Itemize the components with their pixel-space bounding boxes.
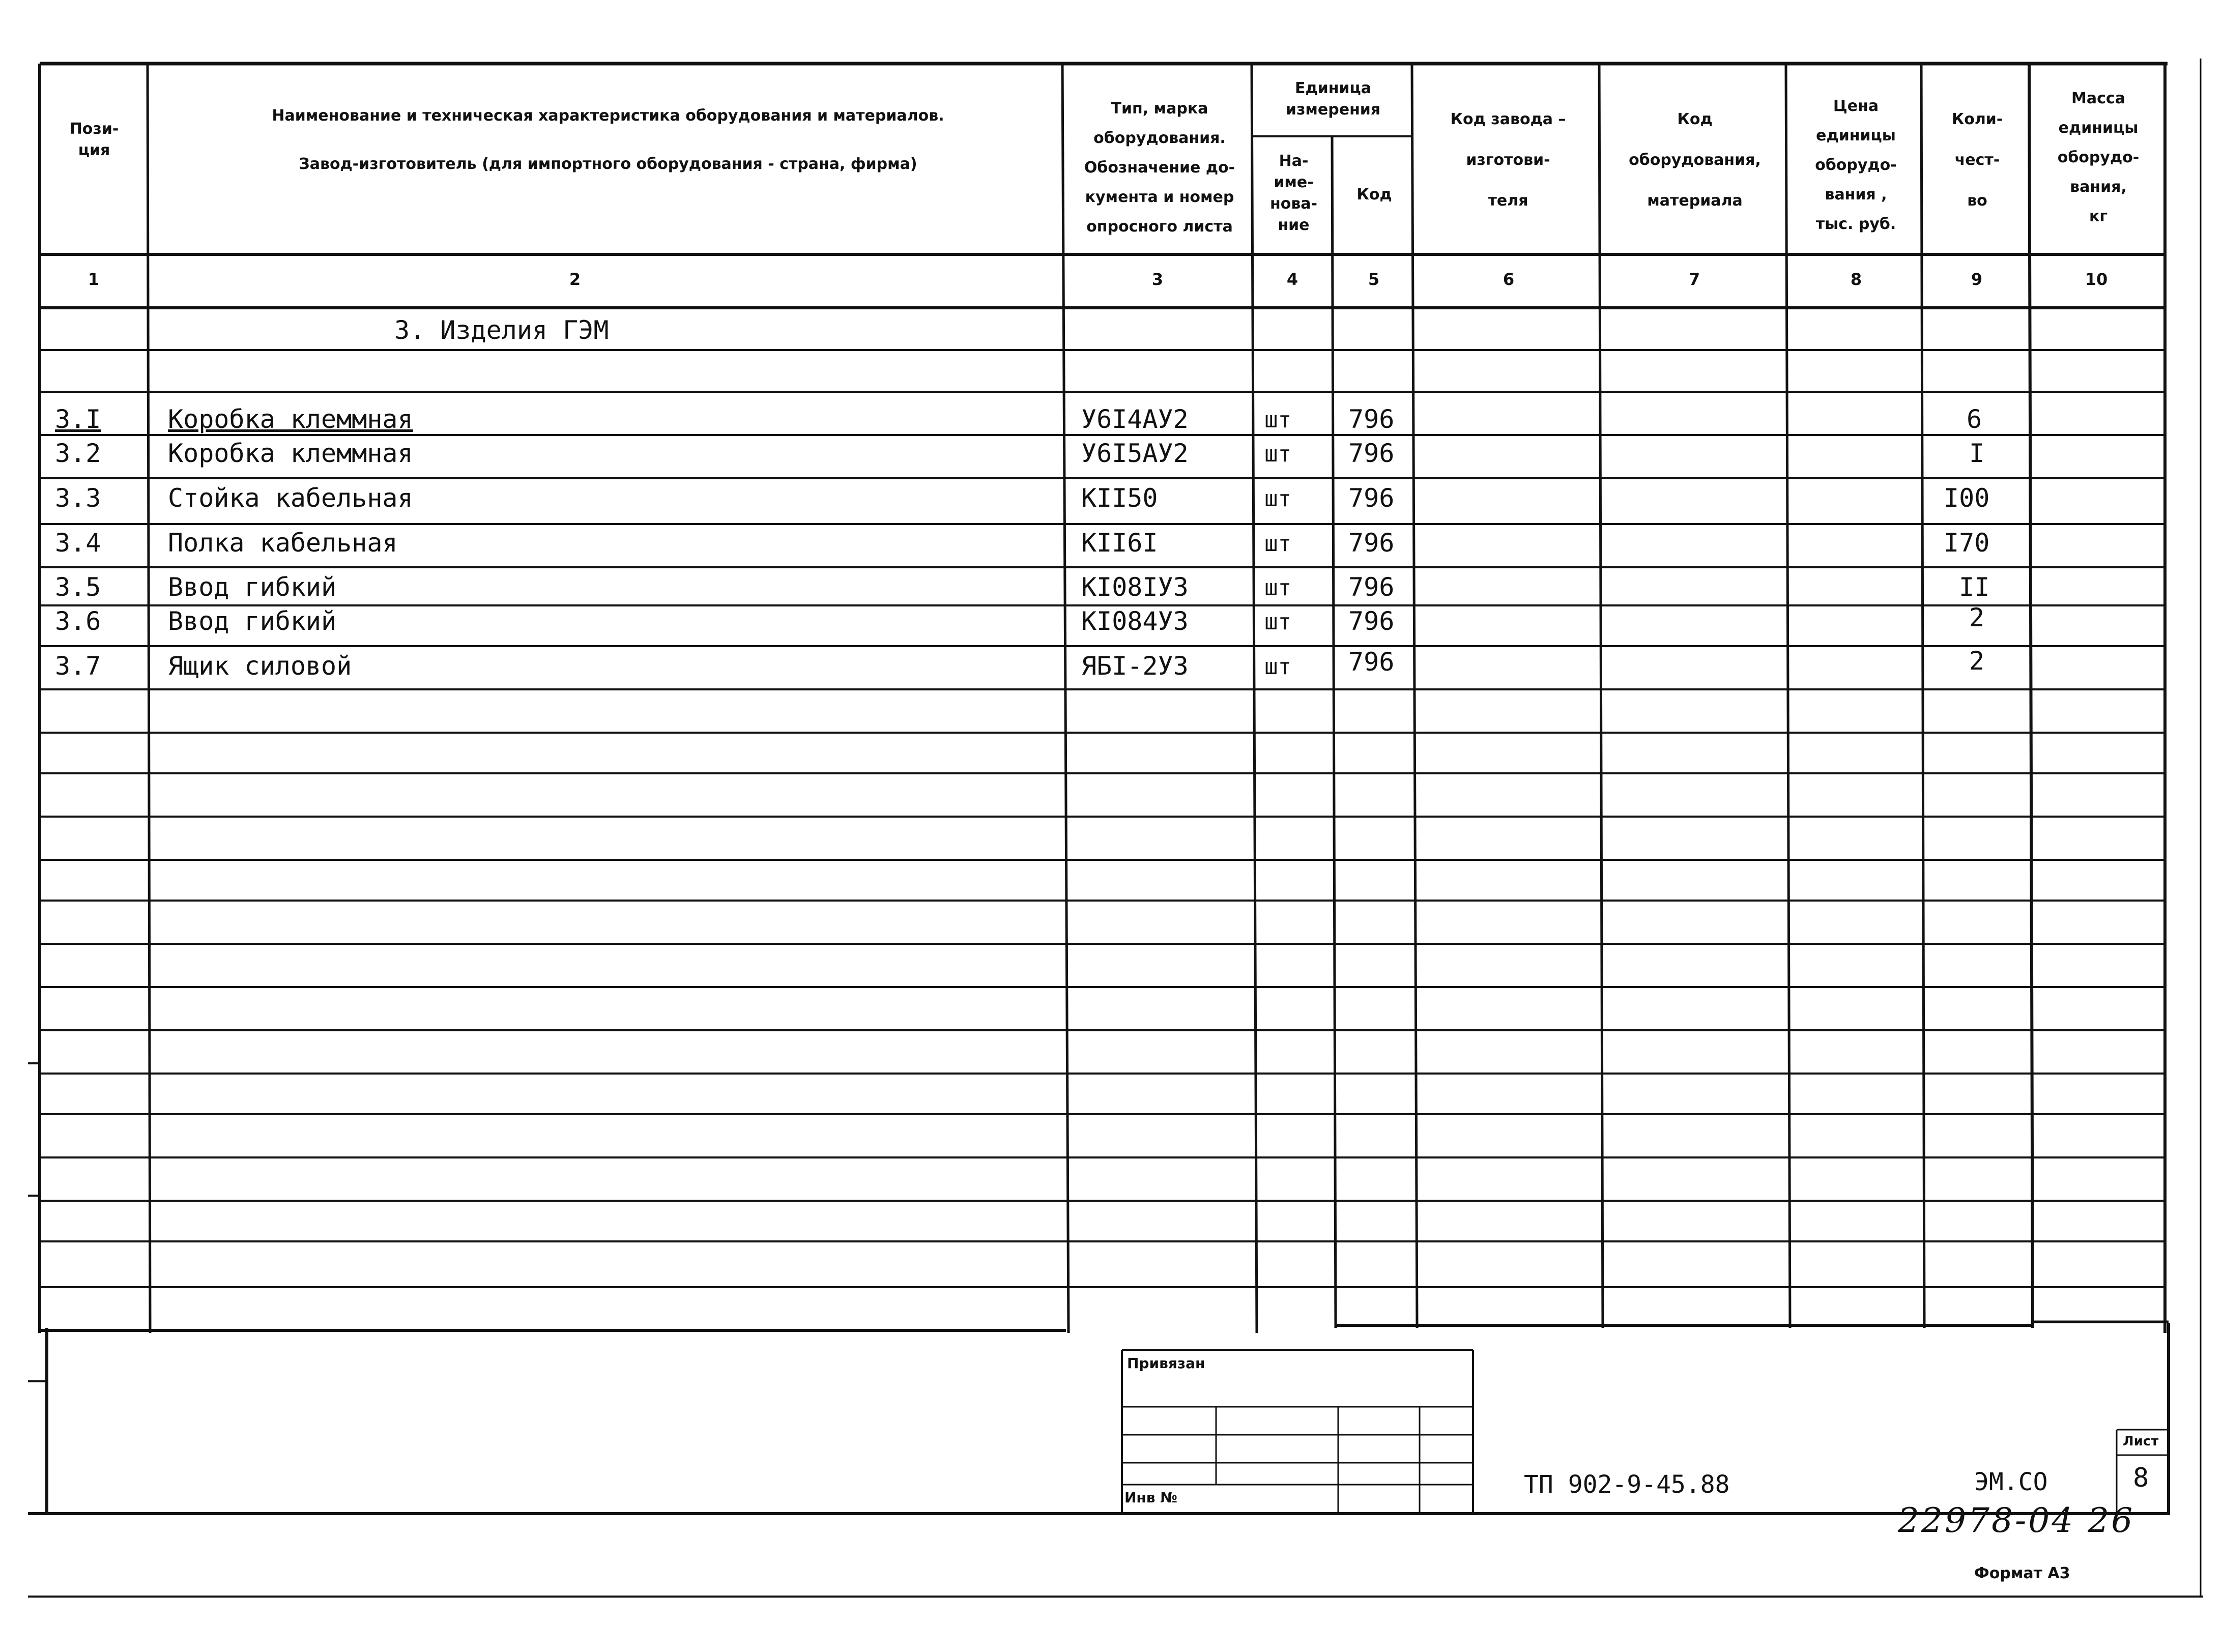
item-position: 3.6 xyxy=(55,606,101,636)
header-price: Цена единицы оборудо- вания , тыс. руб. xyxy=(1815,97,1897,233)
item-name: Ящик силовой xyxy=(168,651,352,681)
item-name: Ввод гибкий xyxy=(168,572,337,602)
header-unit-code: Код xyxy=(1356,185,1392,204)
item-position: 3.I xyxy=(55,404,101,434)
header-position: Пози- ция xyxy=(69,120,119,159)
item-position: 3.7 xyxy=(55,651,101,681)
item-name: Коробка клеммная xyxy=(168,439,413,468)
item-type: КI08IУ3 xyxy=(1081,572,1189,602)
stamp-inventory-number: Инв № xyxy=(1124,1489,1177,1506)
item-type: КII6I xyxy=(1081,528,1158,558)
item-position: 3.2 xyxy=(55,439,101,468)
column-number: 9 xyxy=(1971,270,1983,289)
column-number: 7 xyxy=(1688,270,1700,289)
item-name: Стойка кабельная xyxy=(168,483,413,513)
document-code: ТП 902-9-45.88 xyxy=(1524,1470,1730,1499)
header-unit-name: На- име- нова- ние xyxy=(1269,152,1318,234)
column-number: 8 xyxy=(1850,270,1862,289)
item-type: ЯБI-2У3 xyxy=(1081,651,1189,681)
column-number: 1 xyxy=(88,270,100,289)
item-quantity: 2 xyxy=(1969,603,1985,632)
item-unit-code: 796 xyxy=(1348,606,1395,636)
column-number: 3 xyxy=(1151,270,1164,289)
header-equipment-code: Код оборудования, материала xyxy=(1629,110,1761,210)
column-number: 2 xyxy=(569,270,581,289)
item-unit: шт xyxy=(1264,531,1291,557)
item-unit-code: 796 xyxy=(1348,572,1395,602)
header-name: Наименование и техническая характеристика оборудования и материалов. Завод-изготовитель (для импортного оборудования - страна, фирма) xyxy=(272,107,944,173)
item-unit: шт xyxy=(1264,654,1291,680)
item-type: У6I5АУ2 xyxy=(1081,439,1189,468)
column-number: 5 xyxy=(1368,270,1380,289)
header-mass: Масса единицы оборудо- вания, кг xyxy=(2057,90,2140,225)
item-unit-code: 796 xyxy=(1348,483,1395,513)
item-quantity: I00 xyxy=(1944,483,1990,513)
item-position: 3.4 xyxy=(55,528,101,558)
item-quantity: I xyxy=(1969,439,1985,468)
item-unit-code: 796 xyxy=(1348,439,1395,468)
item-quantity: 6 xyxy=(1967,404,1982,434)
item-position: 3.3 xyxy=(55,483,101,513)
item-type: У6I4АУ2 xyxy=(1081,404,1189,434)
sheet-number: 8 xyxy=(2133,1463,2149,1493)
item-unit-code: 796 xyxy=(1348,528,1395,558)
item-unit: шт xyxy=(1264,441,1291,467)
handwritten-inventory-number: 22978-04 26 xyxy=(1898,1501,2135,1540)
item-name: Ввод гибкий xyxy=(168,606,337,636)
header-type: Тип, марка оборудования. Обозначение до- кумента и номер опросного листа xyxy=(1084,100,1235,236)
item-quantity: II xyxy=(1959,572,1990,602)
section-title: 3. Изделия ГЭМ xyxy=(394,315,609,345)
item-quantity: I70 xyxy=(1944,528,1990,558)
column-number: 6 xyxy=(1503,270,1515,289)
item-unit-code: 796 xyxy=(1348,404,1395,434)
item-name: Коробка клеммная xyxy=(168,404,413,434)
column-number: 10 xyxy=(2085,270,2108,289)
header-unit: Единица измерения xyxy=(1285,79,1381,119)
header-factory-code: Код завода – изготови- теля xyxy=(1450,110,1566,210)
sheet-code: ЭМ.СО xyxy=(1974,1468,2048,1496)
item-unit: шт xyxy=(1264,486,1291,512)
item-unit-code: 796 xyxy=(1348,647,1395,677)
column-number: 4 xyxy=(1286,270,1298,289)
item-name: Полка кабельная xyxy=(168,528,398,558)
format-label: Формат А3 xyxy=(1974,1564,2070,1582)
item-unit: шт xyxy=(1264,575,1291,601)
item-position: 3.5 xyxy=(55,572,101,602)
item-type: КI084У3 xyxy=(1081,606,1189,636)
item-unit: шт xyxy=(1264,407,1291,433)
item-type: КII50 xyxy=(1081,483,1158,513)
item-unit: шт xyxy=(1264,609,1291,635)
header-quantity: Коли- чест- во xyxy=(1951,110,2003,210)
item-quantity: 2 xyxy=(1969,646,1985,676)
stamp-privyazan: Привязан xyxy=(1127,1355,1205,1372)
sheet-label: Лист xyxy=(2123,1434,2159,1449)
